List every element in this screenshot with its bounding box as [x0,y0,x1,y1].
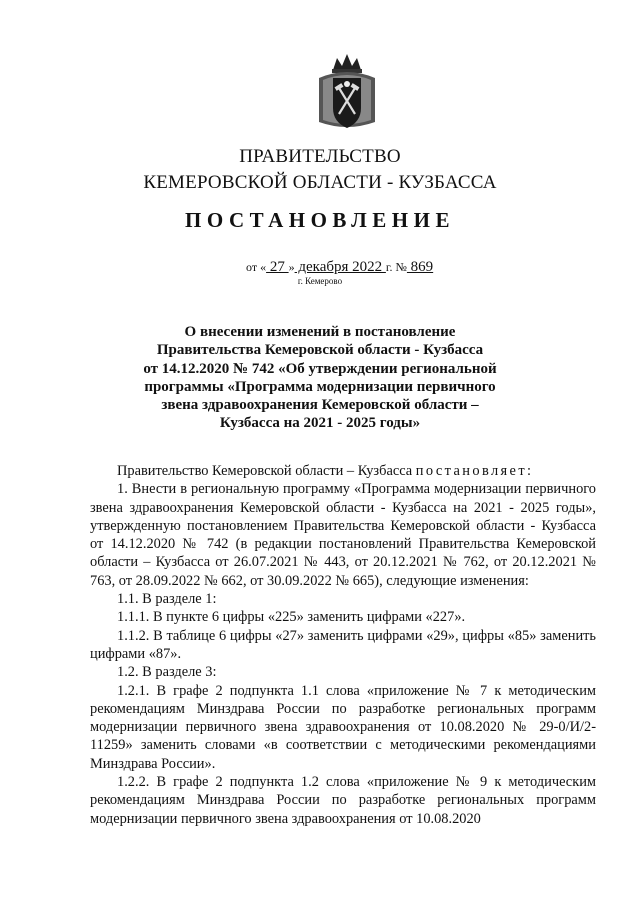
body-paragraph: 1.2. В разделе 3: [117,664,217,681]
subject-line: О внесении изменений в постановление [184,324,456,340]
body-paragraph: 1.2.1. В графе 2 подпункта 1.1 слова «приложение № 7 к методическим рекомендациям Минздрава России по разработке региональных программ модернизации первичного звена здравоохранения от 10.08.2020 № 29-0/И/2-11259» заменить словами «в соответствии с методическими рекомендациями Минздрава России». [90,682,596,772]
document-type-title: ПОСТАНОВЛЕНИЕ [185,208,455,232]
date-mid: » [288,260,295,274]
document-subject [130,323,510,433]
body-paragraph: 1.2.2. В графе 2 подпункта 1.2 слова «приложение № 9 к методическим рекомендациям Минздрава России по разработке региональных программ модернизации первичного звена здравоохранения от 10.08.2020 [90,774,596,827]
government-name-line1: ПРАВИТЕЛЬСТВО [239,146,401,167]
coat-of-arms-icon [315,52,379,132]
body-paragraph: 1.1.1. В пункте 6 цифры «225» заменить цифрами «227». [117,609,466,626]
subject-line: программы «Программа модернизации первичного [144,378,496,395]
subject-line: от 14.12.2020 № 742 «Об утверждении региональной [143,360,497,377]
date-prefix: от « [246,260,267,274]
intro-resolves: постановляет: [415,463,534,479]
body-intro [90,462,596,480]
subject-line: Правительства Кемеровской области - Кузбасса [156,342,484,359]
date-day: 27 [266,259,289,275]
document-number: 869 [406,259,434,275]
document-body [90,462,596,828]
government-name-line2: КЕМЕРОВСКОЙ ОБЛАСТИ - КУЗБАССА [143,172,497,193]
subject-line: звена здравоохранения Кемеровской области – [161,397,479,414]
body-paragraph: 1.1.2. В таблице 6 цифры «27» заменить цифрами «29», цифры «85» заменить цифрами «87». [90,627,596,662]
document-dateline [246,259,433,276]
subject-line: Кузбасса на 2021 - 2025 годы» [219,415,421,432]
intro-text: Правительство Кемеровской области – Кузбасса [117,463,416,479]
body-paragraph: 1. Внести в региональную программу «Программа модернизации первичного звена здравоохранения Кемеровской области - Кузбасса на 2021 - 2025 годы», утвержденную постановлением Правительства Кемеровской области - Кузбасса от 14.12.2020 № 742 (в редакции постановлений Правительства Кемеровской области – Кузбасса от 26.07.2021 № 443, от 20.12.2021 № 762, от 20.12.2021 № 763, от 28.09.2022 № 662, от 30.09.2022 № 665), следующие изменения: [90,481,596,589]
date-year-suffix: г. № [385,260,407,274]
date-month-year: декабря 2022 [294,259,386,275]
body-paragraph: 1.1. В разделе 1: [117,591,217,608]
document-city: г. Кемерово [297,276,343,286]
